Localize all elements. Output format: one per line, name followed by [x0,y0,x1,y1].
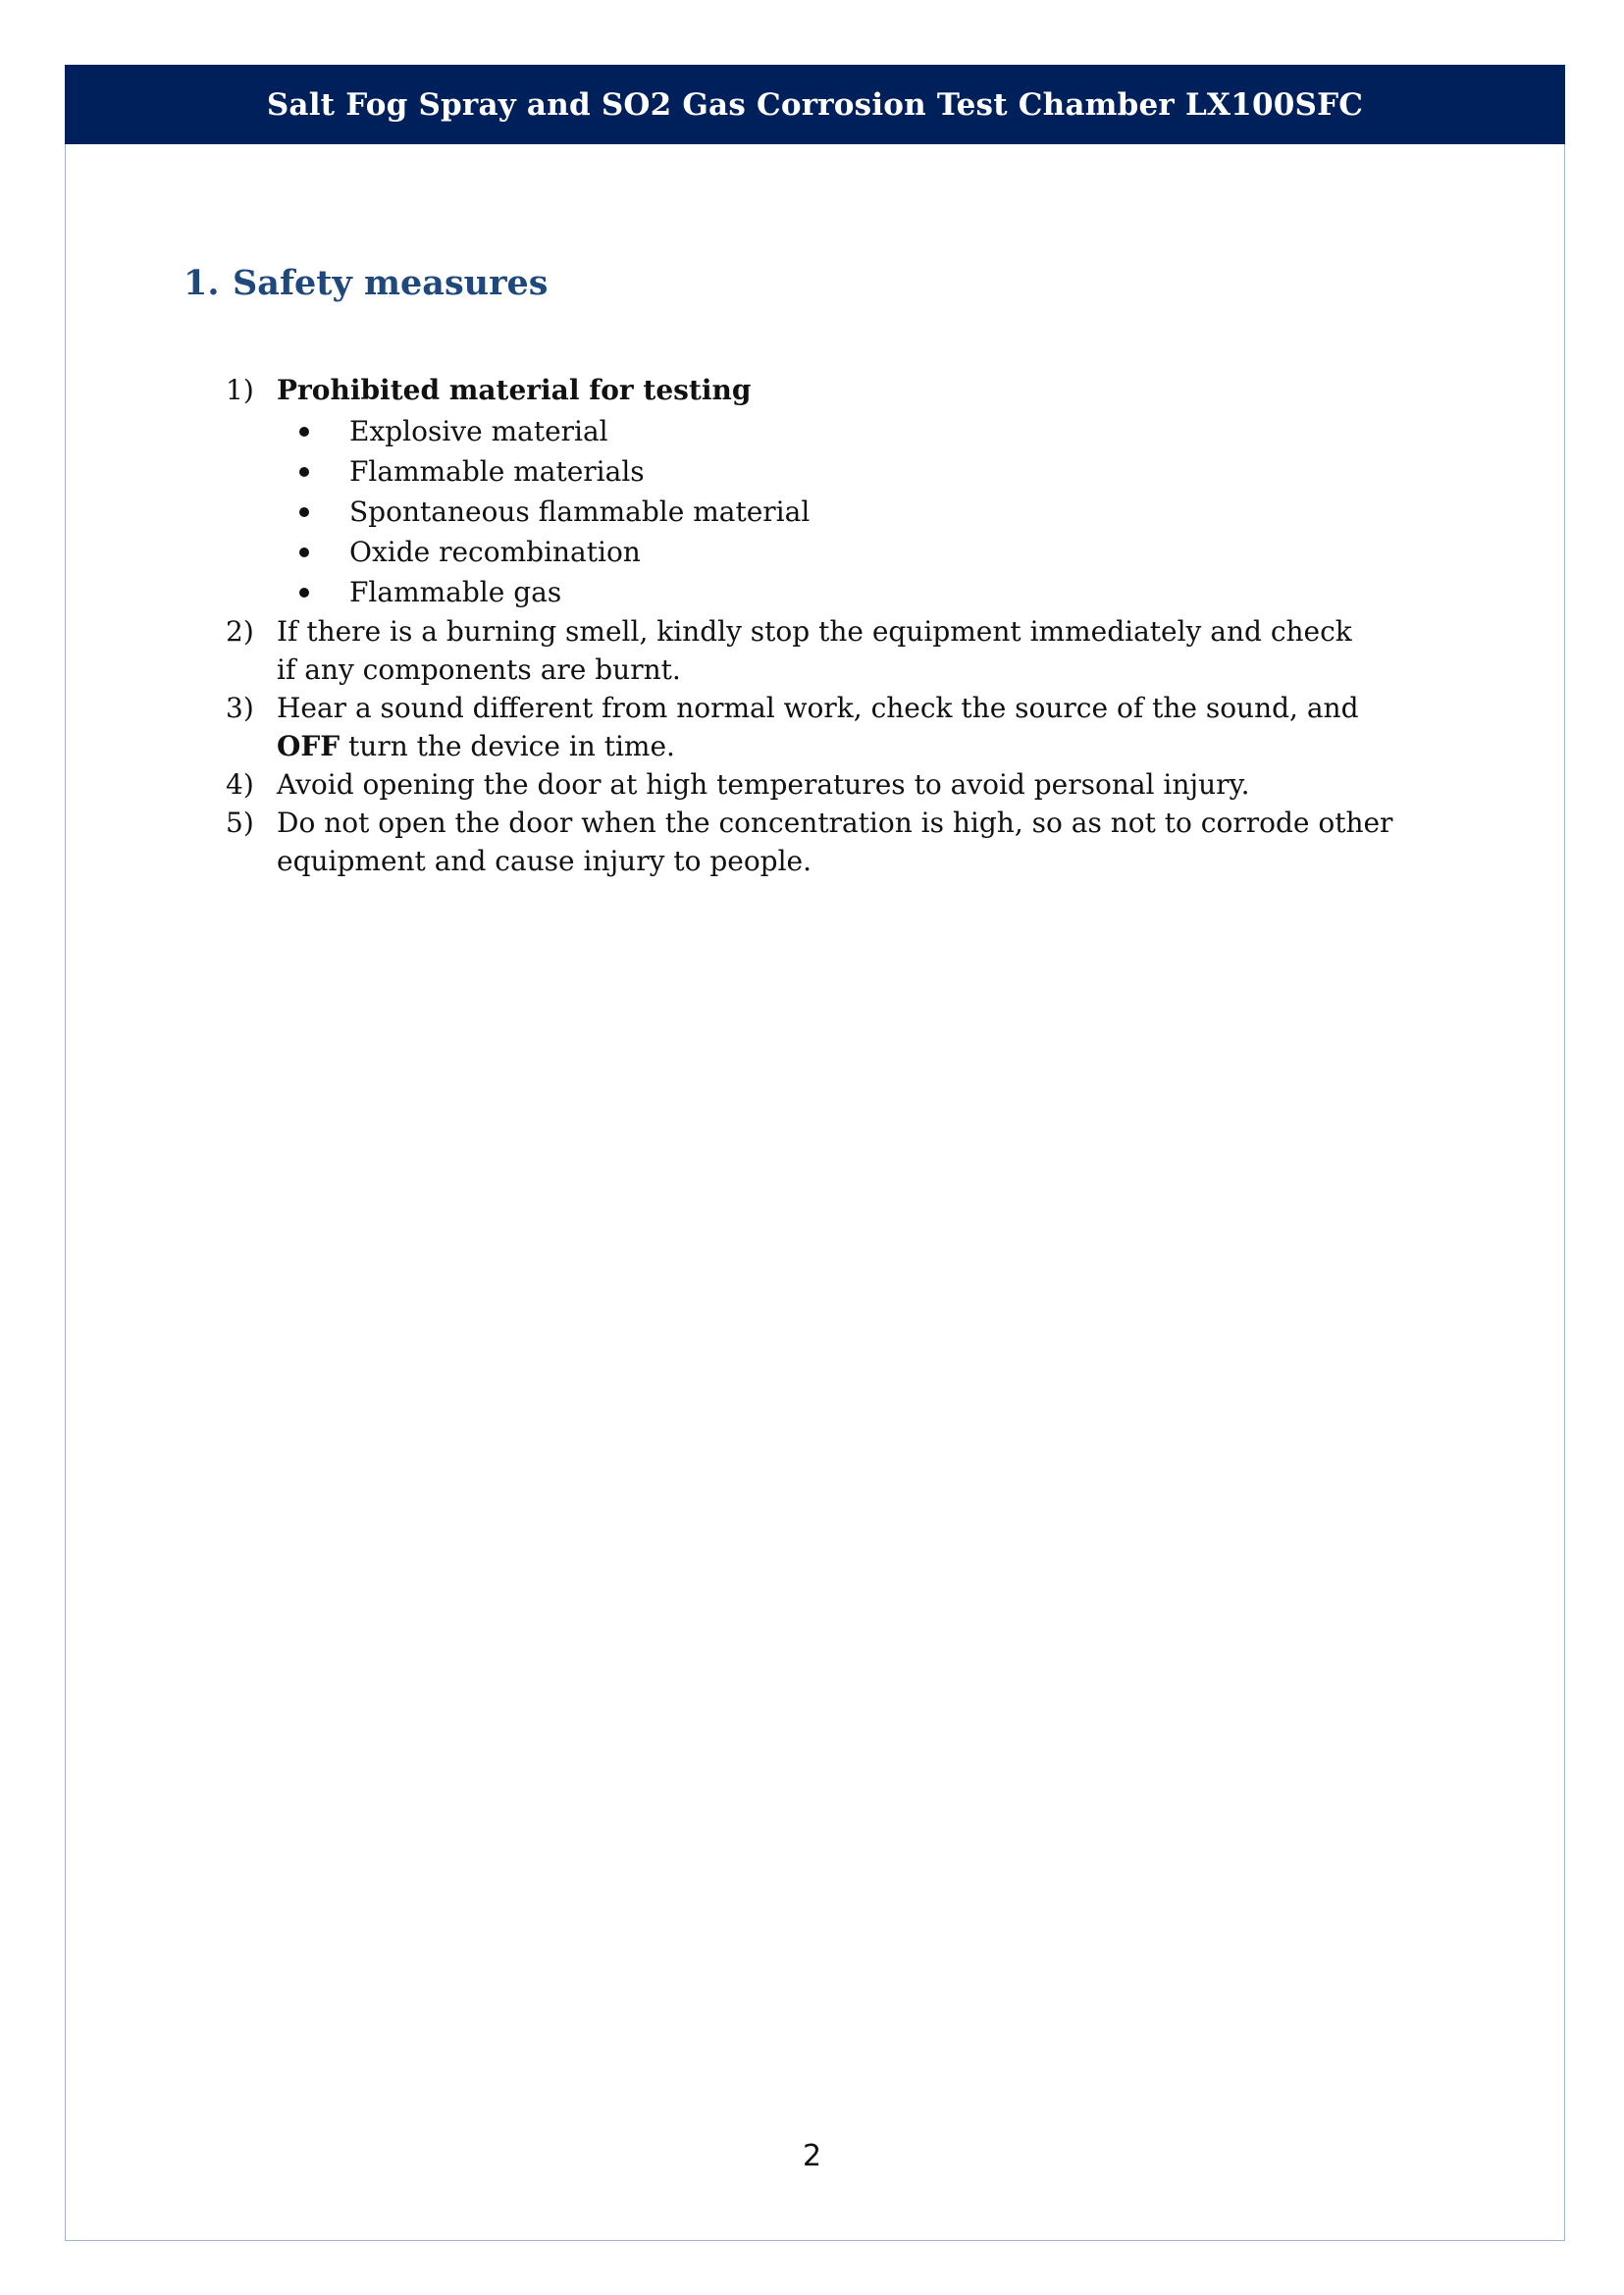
bullet-icon [299,507,309,517]
bullet-text: Explosive material [349,415,608,447]
document-title: Salt Fog Spray and SO2 Gas Corrosion Test Chamber LX100SFC [266,86,1364,123]
item-text-line: Hear a sound different from normal work, check the source of the sound, and [277,692,1359,724]
bullet-text: Flammable materials [349,455,645,488]
item-text-line [277,727,1433,765]
bullet-item [277,532,1433,572]
item-number: 2) [226,615,254,648]
item-text-line: Do not open the door when the concentration is high, so as not to corrode other [277,807,1393,839]
off-emphasis: OFF [277,730,341,762]
item-text-line: If there is a burning smell, kindly stop the equipment immediately and check [277,615,1352,648]
section-heading [183,263,549,303]
item-title: Prohibited material for testing [277,374,752,406]
bullet-item [277,492,1433,532]
bullet-text: Flammable gas [349,576,562,608]
bullet-icon [299,467,309,477]
section-title: Safety measures [233,263,549,303]
page-number: 2 [802,2139,822,2173]
item-text-line: equipment and cause injury to people. [277,845,812,877]
header-banner [65,65,1565,144]
item-number: 3) [226,692,254,724]
bullet-icon [299,548,309,557]
bullet-item [277,572,1433,612]
item-text-line: if any components are burnt. [277,653,681,686]
bullet-text: Spontaneous flammable material [349,496,811,528]
bullet-item [277,411,1433,451]
list-item-2 [226,612,1433,689]
section-number: 1. [183,263,220,303]
bullet-icon [299,588,309,598]
list-item-1 [226,371,1433,612]
item-number: 1) [226,374,254,406]
bullet-item [277,451,1433,492]
safety-list [226,371,1433,880]
bullet-text: Oxide recombination [349,536,641,568]
prohibited-materials-list [277,411,1433,612]
list-item-3 [226,689,1433,765]
item-text-line: Avoid opening the door at high temperatures to avoid personal injury. [277,768,1250,801]
item-number: 5) [226,807,254,839]
bullet-icon [299,427,309,437]
item-number: 4) [226,768,254,801]
item-text-rest: turn the device in time. [340,730,675,762]
list-item-4 [226,765,1433,804]
list-item-5 [226,804,1433,880]
